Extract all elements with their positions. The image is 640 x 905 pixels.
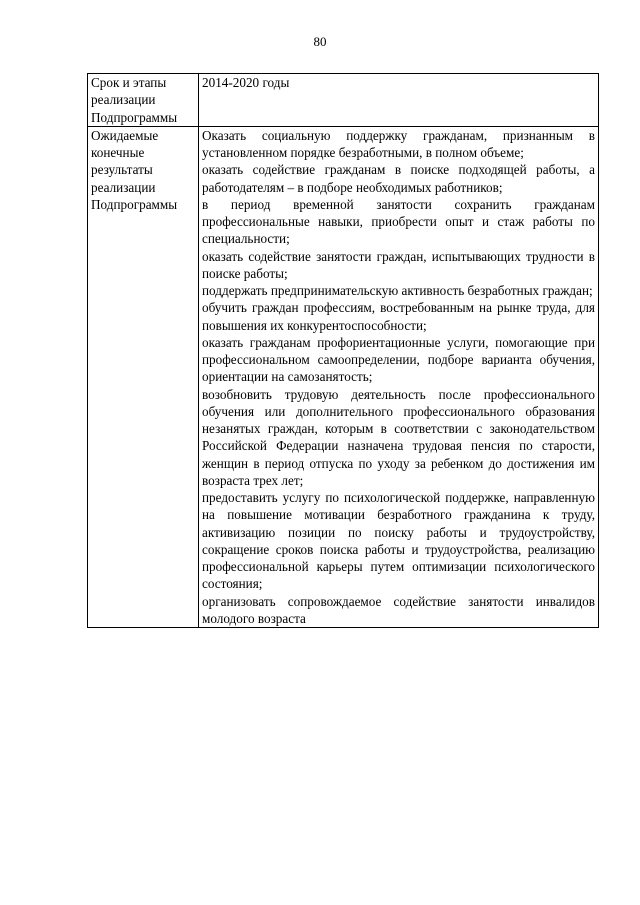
label-line: конечные <box>91 145 145 160</box>
value-paragraph: оказать содействие гражданам в поиске подходящей работы, а работодателям – в подборе необходимых работников; <box>202 162 595 195</box>
label-line: результаты <box>91 162 153 178</box>
label-line: реализации <box>91 179 156 195</box>
page-number: 80 <box>313 34 327 49</box>
value-paragraph: предоставить услугу по психологической поддержке, направленную на повышение мотивации безработного гражданина к труду, активизацию позиции по поиску работы и трудоустройству, сокращение сроков поиска работы и трудоустройства, реализацию профессиональной карьеры путем оптимизации психологического состояния; <box>202 490 595 592</box>
label-line: Ожидаемые <box>91 127 159 143</box>
row-label-cell <box>88 126 199 627</box>
label-line: Подпрограммы <box>91 109 178 125</box>
value-paragraph: 2014-2020 годы <box>202 75 290 90</box>
row-value-cell <box>199 126 599 627</box>
table-row <box>88 126 599 627</box>
table-row <box>88 74 599 127</box>
value-paragraph: оказать содействие занятости граждан, испытывающих трудности в поиске работы; <box>202 248 595 281</box>
row-value-cell <box>199 74 599 127</box>
value-paragraph: поддержать предпринимательскую активность безработных граждан; <box>202 283 593 298</box>
label-line: Подпрограммы <box>91 196 178 212</box>
value-paragraph: в период временной занятости сохранить гражданам профессиональные навыки, приобрести опыт и стаж работы по специальности; <box>202 196 595 247</box>
label-line: реализации <box>91 92 156 108</box>
value-paragraph: возобновить трудовую деятельность после профессионального обучения или дополнительного профессионального образования незанятых граждан, которым в соответствии с законодательством Российской Федерации назначена трудовая пенсия по старости, женщин в период отпуска по уходу за ребенком до достижения им возраста трех лет; <box>202 386 595 488</box>
label-line: Срок и этапы <box>91 75 167 90</box>
value-paragraph: обучить граждан профессиям, востребованным на рынке труда, для повышения их конкурентоспособности; <box>202 300 595 333</box>
subprogram-passport-table <box>87 73 599 628</box>
value-paragraph: оказать гражданам профориентационные услуги, помогающие при профессиональном самоопределении, подборе варианта обучения, ориентации на самозанятость; <box>202 334 595 385</box>
value-paragraph: организовать сопровождаемое содействие занятости инвалидов молодого возраста <box>202 593 595 626</box>
row-label-cell <box>88 74 199 127</box>
value-paragraph: Оказать социальную поддержку гражданам, признанным в установленном порядке безработными, в полном объеме; <box>202 127 595 160</box>
